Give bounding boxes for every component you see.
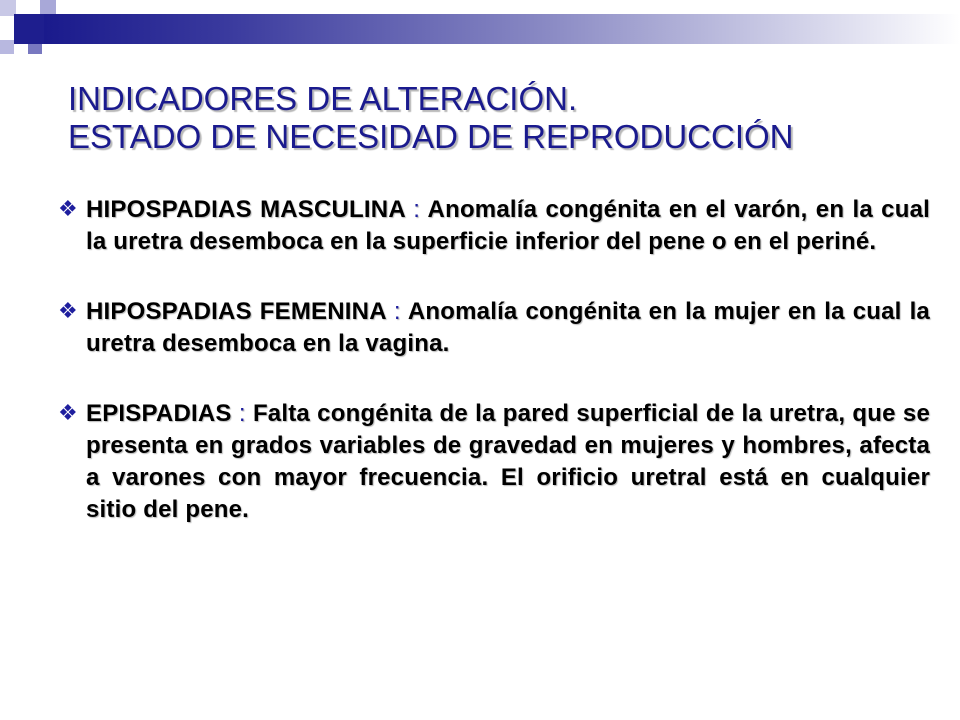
item-text — [86, 398, 930, 526]
title-line-1: INDICADORES DE ALTERACIÓN. — [68, 80, 578, 117]
item-separator: : — [413, 196, 421, 223]
slide-title — [68, 80, 928, 156]
item-separator: : — [393, 298, 401, 325]
decor-square — [18, 0, 38, 14]
item-term: HIPOSPADIAS FEMENINA — [86, 298, 386, 325]
list-item — [58, 194, 930, 258]
bullet-list — [58, 194, 930, 564]
header-gradient-bar — [44, 14, 960, 44]
item-text — [86, 194, 930, 258]
item-separator: : — [238, 400, 246, 427]
list-item — [58, 296, 930, 360]
title-line-2: ESTADO DE NECESIDAD DE REPRODUCCIÓN — [68, 118, 794, 155]
item-definition: Falta congénita de la pared superficial de la uretra, que se presenta en grados variables de gravedad en mujeres y hombres, afecta a varones con mayor frecuencia. El orificio uretral está en cualquier sitio del pene. — [86, 400, 931, 523]
item-term: EPISPADIAS — [86, 400, 232, 427]
diamond-bullet-icon: ❖ — [58, 196, 78, 221]
decor-square — [0, 40, 14, 54]
item-term: HIPOSPADIAS MASCULINA — [86, 196, 405, 223]
decor-square — [40, 0, 56, 14]
diamond-bullet-icon: ❖ — [58, 298, 78, 323]
decor-square — [14, 14, 44, 44]
list-item — [58, 398, 930, 526]
item-text — [86, 296, 930, 360]
item-definition: Anomalía congénita en la mujer en la cual la uretra desemboca en la vagina. — [86, 298, 930, 357]
item-definition: Anomalía congénita en el varón, en la cual la uretra desemboca en la superficie inferior del pene o en el periné. — [86, 196, 930, 255]
diamond-bullet-icon: ❖ — [58, 400, 78, 425]
